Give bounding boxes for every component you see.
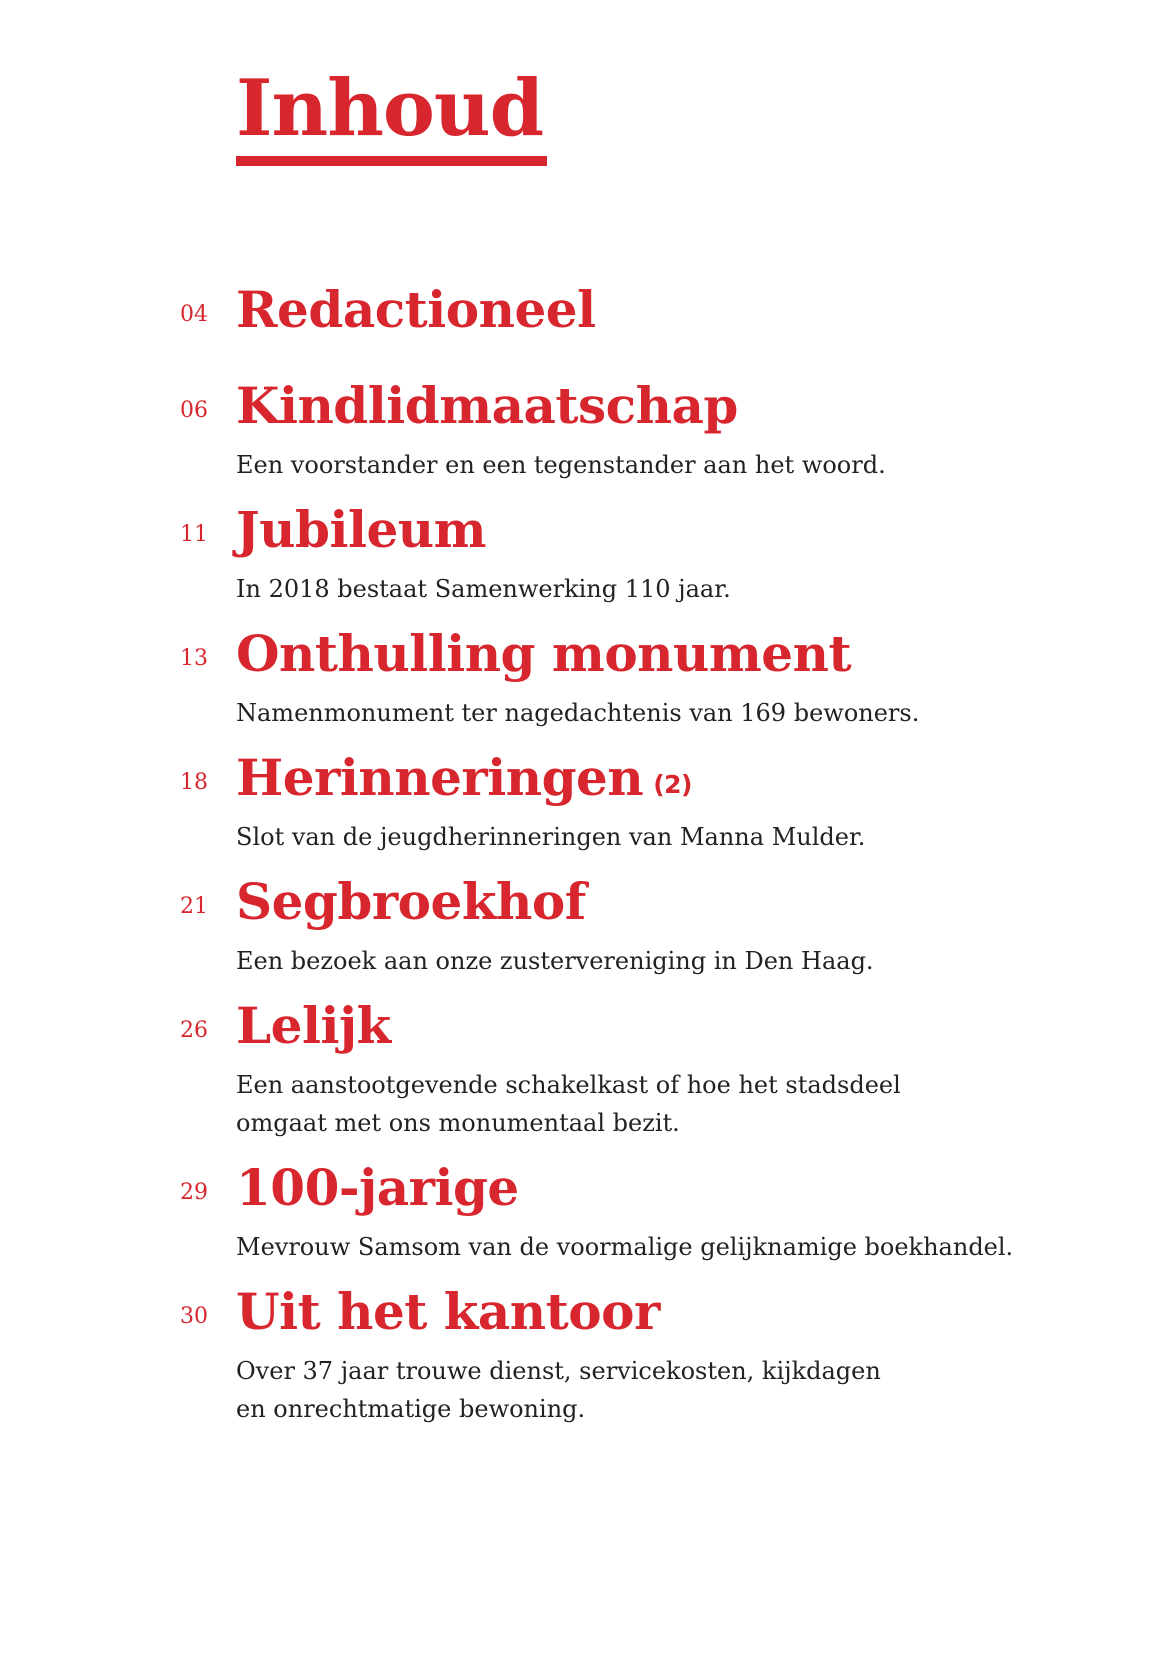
entry-title[interactable]: Onthulling monument	[236, 624, 852, 683]
entry-title[interactable]: Jubileum	[236, 500, 487, 559]
page-number: 04	[180, 302, 208, 327]
page-number: 13	[180, 646, 208, 671]
entry-title[interactable]: Herinneringen (2)	[236, 748, 692, 807]
entry-title[interactable]: Segbroekhof	[236, 872, 586, 931]
page-number: 26	[180, 1018, 208, 1043]
part-number: (2)	[653, 770, 692, 799]
entry-description: Een aanstootgevende schakelkast of hoe het stadsdeel omgaat met ons monumentaal bezit.	[236, 1071, 901, 1137]
entry-description: Slot van de jeugdherinneringen van Manna Mulder.	[236, 823, 866, 851]
entry-description: Namenmonument ter nagedachtenis van 169 bewoners.	[236, 699, 920, 727]
page-number: 21	[180, 894, 208, 919]
entry-title[interactable]: Lelijk	[236, 996, 391, 1055]
page-number: 18	[180, 770, 208, 795]
page-number: 11	[180, 522, 208, 547]
entry-description: Over 37 jaar trouwe dienst, servicekosten, kijkdagen en onrechtmatige bewoning.	[236, 1357, 881, 1423]
page-number: 06	[180, 398, 208, 423]
entry-description: Een bezoek aan onze zustervereniging in Den Haag.	[236, 947, 874, 975]
page-number: 29	[180, 1180, 208, 1205]
entry-description: In 2018 bestaat Samenwerking 110 jaar.	[236, 575, 731, 603]
entry-title[interactable]: Uit het kantoor	[236, 1282, 660, 1341]
page-number: 30	[180, 1304, 208, 1329]
entry-description: Een voorstander en een tegenstander aan het woord.	[236, 451, 886, 479]
entry-title[interactable]: Kindlidmaatschap	[236, 376, 738, 435]
page-title: Inhoud	[236, 70, 547, 166]
entry-title[interactable]: Redactioneel	[236, 280, 596, 339]
entry-description: Mevrouw Samsom van de voormalige gelijknamige boekhandel.	[236, 1233, 1014, 1261]
entry-title[interactable]: 100-jarige	[236, 1158, 519, 1217]
